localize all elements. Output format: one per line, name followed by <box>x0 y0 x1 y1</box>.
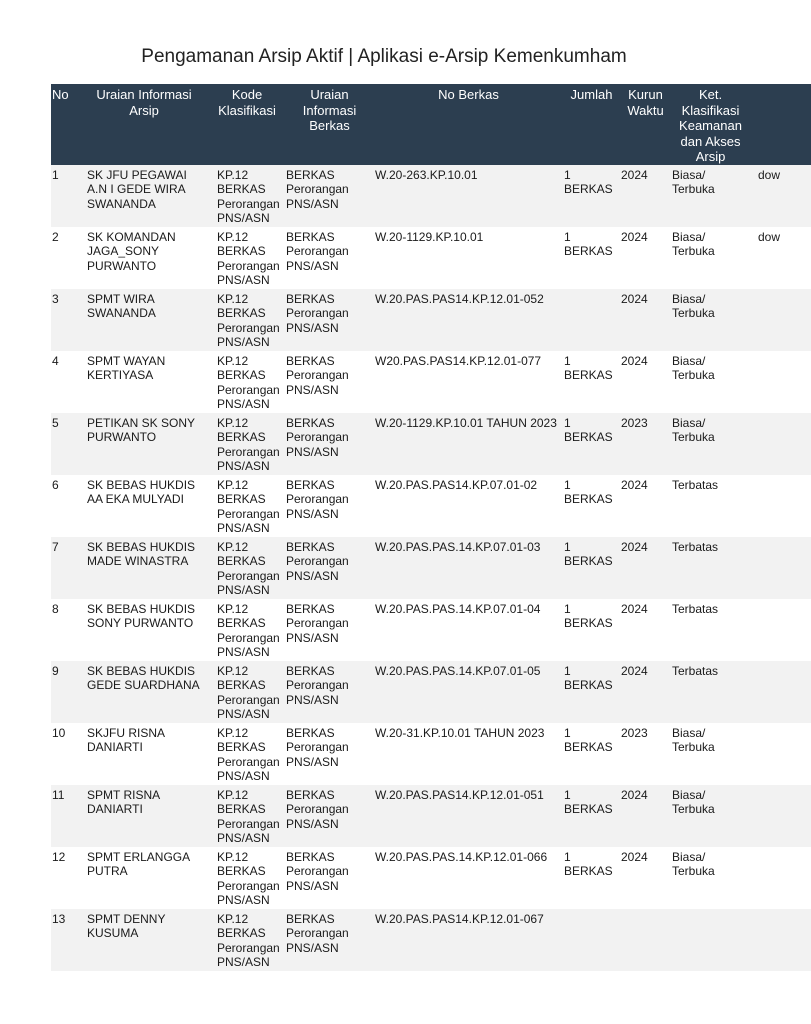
cell-no: 11 <box>51 785 79 847</box>
cell-jumlah: 1 BERKAS <box>563 847 620 909</box>
cell-kode-klasifikasi: KP.12 BERKAS Perorangan PNS/ASN <box>209 661 285 723</box>
cell-kurun-waktu: 2023 <box>620 723 671 785</box>
cell-uraian-informasi-berkas: BERKAS Perorangan PNS/ASN <box>285 599 374 661</box>
cell-kode-klasifikasi: KP.12 BERKAS Perorangan PNS/ASN <box>209 723 285 785</box>
cell-jumlah: 1 BERKAS <box>563 661 620 723</box>
cell-ket-klasifikasi: Biasa/ Terbuka <box>671 351 750 413</box>
cell-uraian-informasi-berkas: BERKAS Perorangan PNS/ASN <box>285 413 374 475</box>
cell-kurun-waktu: 2024 <box>620 475 671 537</box>
cell-jumlah: 1 BERKAS <box>563 227 620 289</box>
cell-kurun-waktu: 2024 <box>620 661 671 723</box>
cell-uraian-informasi-berkas: BERKAS Perorangan PNS/ASN <box>285 537 374 599</box>
table-row <box>51 475 811 537</box>
table-row <box>51 227 811 289</box>
cell-uraian-informasi-arsip: SK JFU PEGAWAI A.N I GEDE WIRA SWANANDA <box>79 165 209 227</box>
cell-no-berkas: W.20.PAS.PAS.14.KP.07.01-03 <box>374 537 563 599</box>
cell-kurun-waktu: 2024 <box>620 227 671 289</box>
cell-no-berkas: W.20-263.KP.10.01 <box>374 165 563 227</box>
cell-uraian-informasi-arsip: SKJFU RISNA DANIARTI <box>79 723 209 785</box>
cell-download-link[interactable] <box>750 351 811 413</box>
cell-uraian-informasi-berkas: BERKAS Perorangan PNS/ASN <box>285 847 374 909</box>
cell-kurun-waktu <box>620 909 671 971</box>
table-row <box>51 909 811 971</box>
cell-jumlah: 1 BERKAS <box>563 723 620 785</box>
cell-no: 3 <box>51 289 79 351</box>
cell-download-link[interactable] <box>750 785 811 847</box>
cell-uraian-informasi-berkas: BERKAS Perorangan PNS/ASN <box>285 723 374 785</box>
cell-download-link[interactable] <box>750 661 811 723</box>
cell-kurun-waktu: 2024 <box>620 351 671 413</box>
table-row <box>51 785 811 847</box>
cell-download-link[interactable]: dow <box>750 165 811 227</box>
table-row <box>51 599 811 661</box>
cell-uraian-informasi-arsip: SPMT DENNY KUSUMA <box>79 909 209 971</box>
cell-uraian-informasi-berkas: BERKAS Perorangan PNS/ASN <box>285 475 374 537</box>
cell-no-berkas: W20.PAS.PAS14.KP.12.01-077 <box>374 351 563 413</box>
cell-no: 12 <box>51 847 79 909</box>
cell-no: 10 <box>51 723 79 785</box>
cell-kode-klasifikasi: KP.12 BERKAS Perorangan PNS/ASN <box>209 165 285 227</box>
cell-kurun-waktu: 2024 <box>620 289 671 351</box>
header-ket-klasifikasi: Ket. Klasifikasi Keamanan dan Akses Arsip <box>671 84 750 165</box>
cell-jumlah: 1 BERKAS <box>563 599 620 661</box>
cell-jumlah: 1 BERKAS <box>563 413 620 475</box>
cell-jumlah <box>563 909 620 971</box>
cell-kode-klasifikasi: KP.12 BERKAS Perorangan PNS/ASN <box>209 351 285 413</box>
cell-download-link[interactable] <box>750 909 811 971</box>
cell-no-berkas: W.20-1129.KP.10.01 TAHUN 2023 <box>374 413 563 475</box>
cell-jumlah: 1 BERKAS <box>563 165 620 227</box>
cell-kurun-waktu: 2023 <box>620 413 671 475</box>
cell-no: 6 <box>51 475 79 537</box>
cell-ket-klasifikasi: Terbatas <box>671 537 750 599</box>
cell-download-link[interactable] <box>750 847 811 909</box>
cell-download-link[interactable] <box>750 537 811 599</box>
cell-download-link[interactable] <box>750 723 811 785</box>
header-no-berkas: No Berkas <box>374 84 563 165</box>
cell-kurun-waktu: 2024 <box>620 785 671 847</box>
table-row <box>51 661 811 723</box>
cell-kurun-waktu: 2024 <box>620 599 671 661</box>
cell-no-berkas: W.20.PAS.PAS.14.KP.12.01-066 <box>374 847 563 909</box>
cell-uraian-informasi-berkas: BERKAS Perorangan PNS/ASN <box>285 785 374 847</box>
cell-no-berkas: W.20.PAS.PAS14.KP.12.01-051 <box>374 785 563 847</box>
cell-no: 8 <box>51 599 79 661</box>
archive-table <box>51 84 811 971</box>
cell-ket-klasifikasi: Terbatas <box>671 475 750 537</box>
table-row <box>51 847 811 909</box>
table-row <box>51 165 811 227</box>
header-jumlah: Jumlah <box>563 84 620 165</box>
cell-kode-klasifikasi: KP.12 BERKAS Perorangan PNS/ASN <box>209 785 285 847</box>
table-row <box>51 723 811 785</box>
cell-no: 4 <box>51 351 79 413</box>
cell-uraian-informasi-arsip: SK KOMANDAN JAGA_SONY PURWANTO <box>79 227 209 289</box>
cell-uraian-informasi-berkas: BERKAS Perorangan PNS/ASN <box>285 661 374 723</box>
cell-jumlah: 1 BERKAS <box>563 475 620 537</box>
header-kurun-waktu: Kurun Waktu <box>620 84 671 165</box>
table-row <box>51 413 811 475</box>
cell-uraian-informasi-berkas: BERKAS Perorangan PNS/ASN <box>285 909 374 971</box>
cell-uraian-informasi-arsip: SPMT WIRA SWANANDA <box>79 289 209 351</box>
cell-uraian-informasi-arsip: PETIKAN SK SONY PURWANTO <box>79 413 209 475</box>
cell-no-berkas: W.20-31.KP.10.01 TAHUN 2023 <box>374 723 563 785</box>
cell-kode-klasifikasi: KP.12 BERKAS Perorangan PNS/ASN <box>209 413 285 475</box>
cell-ket-klasifikasi: Biasa/ Terbuka <box>671 413 750 475</box>
archive-table-container <box>51 84 781 971</box>
page-title: Pengamanan Arsip Aktif | Aplikasi e-Arsip Kemenkumham <box>141 46 627 67</box>
cell-no: 2 <box>51 227 79 289</box>
cell-no: 7 <box>51 537 79 599</box>
cell-kode-klasifikasi: KP.12 BERKAS Perorangan PNS/ASN <box>209 475 285 537</box>
table-header-row <box>51 84 811 165</box>
cell-kode-klasifikasi: KP.12 BERKAS Perorangan PNS/ASN <box>209 909 285 971</box>
cell-ket-klasifikasi: Terbatas <box>671 599 750 661</box>
cell-ket-klasifikasi: Biasa/ Terbuka <box>671 165 750 227</box>
cell-uraian-informasi-arsip: SK BEBAS HUKDIS AA EKA MULYADI <box>79 475 209 537</box>
cell-no-berkas: W.20.PAS.PAS14.KP.12.01-067 <box>374 909 563 971</box>
cell-uraian-informasi-berkas: BERKAS Perorangan PNS/ASN <box>285 289 374 351</box>
cell-kode-klasifikasi: KP.12 BERKAS Perorangan PNS/ASN <box>209 599 285 661</box>
header-uraian-informasi-berkas: Uraian Informasi Berkas <box>285 84 374 165</box>
cell-download-link[interactable] <box>750 289 811 351</box>
cell-ket-klasifikasi: Terbatas <box>671 661 750 723</box>
cell-download-link[interactable] <box>750 413 811 475</box>
table-row <box>51 289 811 351</box>
header-kode-klasifikasi: Kode Klasifikasi <box>209 84 285 165</box>
cell-kode-klasifikasi: KP.12 BERKAS Perorangan PNS/ASN <box>209 227 285 289</box>
cell-uraian-informasi-berkas: BERKAS Perorangan PNS/ASN <box>285 351 374 413</box>
cell-kode-klasifikasi: KP.12 BERKAS Perorangan PNS/ASN <box>209 537 285 599</box>
cell-download-link[interactable]: dow <box>750 227 811 289</box>
cell-kode-klasifikasi: KP.12 BERKAS Perorangan PNS/ASN <box>209 847 285 909</box>
cell-no-berkas: W.20-1129.KP.10.01 <box>374 227 563 289</box>
cell-uraian-informasi-arsip: SPMT ERLANGGA PUTRA <box>79 847 209 909</box>
cell-ket-klasifikasi <box>671 909 750 971</box>
cell-jumlah: 1 BERKAS <box>563 351 620 413</box>
cell-download-link[interactable] <box>750 599 811 661</box>
cell-jumlah: 1 BERKAS <box>563 537 620 599</box>
cell-kurun-waktu: 2024 <box>620 537 671 599</box>
cell-no-berkas: W.20.PAS.PAS.14.KP.07.01-04 <box>374 599 563 661</box>
cell-ket-klasifikasi: Biasa/ Terbuka <box>671 227 750 289</box>
header-no: No <box>51 84 79 165</box>
cell-no: 13 <box>51 909 79 971</box>
cell-no-berkas: W.20.PAS.PAS.14.KP.07.01-05 <box>374 661 563 723</box>
cell-ket-klasifikasi: Biasa/ Terbuka <box>671 785 750 847</box>
cell-kode-klasifikasi: KP.12 BERKAS Perorangan PNS/ASN <box>209 289 285 351</box>
cell-no-berkas: W.20.PAS.PAS14.KP.07.01-02 <box>374 475 563 537</box>
cell-ket-klasifikasi: Biasa/ Terbuka <box>671 723 750 785</box>
cell-uraian-informasi-arsip: SK BEBAS HUKDIS GEDE SUARDHANA <box>79 661 209 723</box>
cell-uraian-informasi-arsip: SK BEBAS HUKDIS SONY PURWANTO <box>79 599 209 661</box>
cell-uraian-informasi-arsip: SK BEBAS HUKDIS MADE WINASTRA <box>79 537 209 599</box>
cell-uraian-informasi-arsip: SPMT RISNA DANIARTI <box>79 785 209 847</box>
table-body <box>51 165 811 971</box>
cell-jumlah <box>563 289 620 351</box>
cell-uraian-informasi-berkas: BERKAS Perorangan PNS/ASN <box>285 227 374 289</box>
header-uraian-informasi-arsip: Uraian Informasi Arsip <box>79 84 209 165</box>
header-extra <box>750 84 811 165</box>
table-row <box>51 351 811 413</box>
cell-ket-klasifikasi: Biasa/ Terbuka <box>671 847 750 909</box>
cell-jumlah: 1 BERKAS <box>563 785 620 847</box>
cell-no: 5 <box>51 413 79 475</box>
cell-no-berkas: W.20.PAS.PAS14.KP.12.01-052 <box>374 289 563 351</box>
cell-uraian-informasi-arsip: SPMT WAYAN KERTIYASA <box>79 351 209 413</box>
cell-no: 9 <box>51 661 79 723</box>
cell-download-link[interactable] <box>750 475 811 537</box>
cell-no: 1 <box>51 165 79 227</box>
cell-ket-klasifikasi: Biasa/ Terbuka <box>671 289 750 351</box>
cell-kurun-waktu: 2024 <box>620 847 671 909</box>
table-row <box>51 537 811 599</box>
cell-uraian-informasi-berkas: BERKAS Perorangan PNS/ASN <box>285 165 374 227</box>
cell-kurun-waktu: 2024 <box>620 165 671 227</box>
